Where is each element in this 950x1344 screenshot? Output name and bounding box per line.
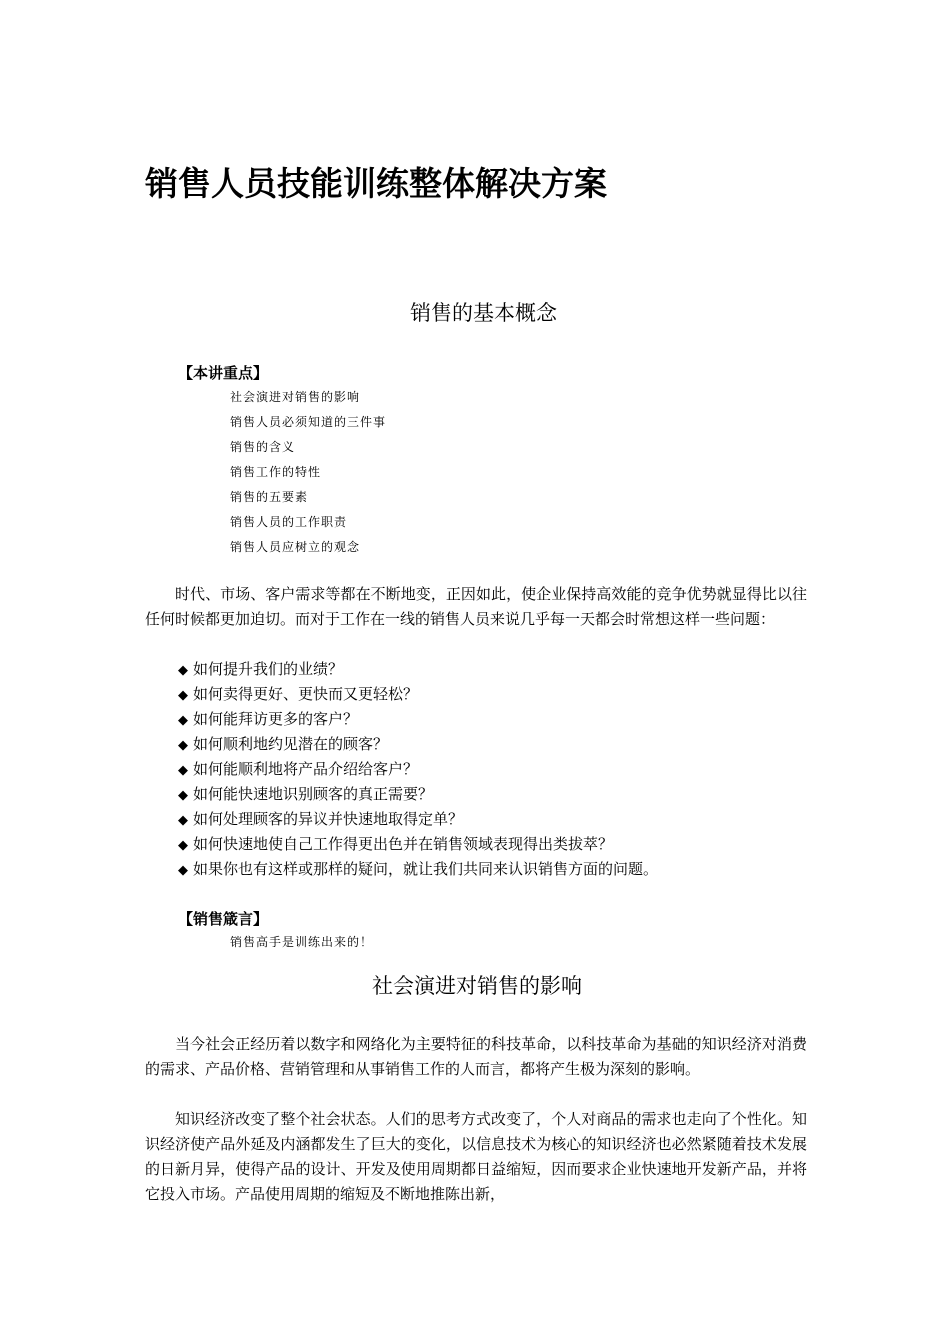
question-text: 如果你也有这样或那样的疑问，就让我们共同来认识销售方面的问题。	[193, 860, 659, 878]
question-item	[178, 757, 658, 782]
question-item	[178, 707, 658, 732]
document-title: 销售人员技能训练整体解决方案	[145, 164, 607, 203]
question-text: 如何快速地使自己工作得更出色并在销售领域表现得出类拔萃？	[193, 835, 614, 853]
question-item	[178, 657, 658, 682]
diamond-bullet-icon: ◆	[178, 663, 188, 678]
question-text: 如何提升我们的业绩？	[193, 660, 344, 678]
intro-paragraph: 时代、市场、客户需求等都在不断地变，正因如此，使企业保持高效能的竞争优势就显得比以往任何时候都更加迫切。而对于工作在一线的销售人员来说几乎每一天都会时常想这样一些问题：	[145, 585, 807, 628]
key-point-item: 销售的含义	[230, 440, 296, 454]
question-text: 如何顺利地约见潜在的顾客？	[193, 735, 389, 753]
diamond-bullet-icon: ◆	[178, 713, 188, 728]
key-point-item: 销售人员必须知道的三件事	[230, 415, 387, 429]
motto-text: 销售高手是训练出来的！	[230, 935, 374, 949]
key-point-item: 销售工作的特性	[230, 465, 322, 479]
question-text: 如何卖得更好、更快而又更轻松？	[193, 685, 419, 703]
key-point-item: 社会演进对销售的影响	[230, 390, 361, 404]
question-item	[178, 832, 658, 857]
key-points-list	[230, 385, 386, 560]
key-points-label: 【本讲重点】	[178, 364, 269, 382]
question-item	[178, 857, 658, 882]
body-paragraph: 当今社会正经历着以数字和网络化为主要特征的科技革命，以科技革命为基础的知识经济对消费的需求、产品价格、营销管理和从事销售工作的人而言，都将产生极为深刻的影响。	[145, 1035, 807, 1078]
question-item	[178, 682, 658, 707]
question-text: 如何能拜访更多的客户？	[193, 710, 359, 728]
diamond-bullet-icon: ◆	[178, 863, 188, 878]
question-item	[178, 732, 658, 757]
question-item	[178, 807, 658, 832]
section-heading-social-evolution: 社会演进对销售的影响	[372, 974, 582, 998]
question-item	[178, 782, 658, 807]
diamond-bullet-icon: ◆	[178, 763, 188, 778]
question-text: 如何能顺利地将产品介绍给客户？	[193, 760, 419, 778]
question-list	[178, 657, 658, 882]
diamond-bullet-icon: ◆	[178, 838, 188, 853]
body-paragraph: 知识经济改变了整个社会状态。人们的思考方式改变了，个人对商品的需求也走向了个性化。知识经济使产品外延及内涵都发生了巨大的变化，以信息技术为核心的知识经济也必然紧随着技术发展的日新月异，使得产品的设计、开发及使用周期都日益缩短，因而要求企业快速地开发新产品，并将它投入市场。产品使用周期的缩短及不断地推陈出新，	[145, 1110, 807, 1203]
key-point-item: 销售的五要素	[230, 490, 309, 504]
key-point-item: 销售人员的工作职责	[230, 515, 348, 529]
question-text: 如何能快速地识别顾客的真正需要？	[193, 785, 434, 803]
key-point-item: 销售人员应树立的观念	[230, 540, 361, 554]
diamond-bullet-icon: ◆	[178, 688, 188, 703]
section-heading-basic-concepts: 销售的基本概念	[410, 301, 557, 325]
question-text: 如何处理顾客的异议并快速地取得定单？	[193, 810, 464, 828]
diamond-bullet-icon: ◆	[178, 738, 188, 753]
diamond-bullet-icon: ◆	[178, 813, 188, 828]
motto-label: 【销售箴言】	[178, 910, 269, 928]
diamond-bullet-icon: ◆	[178, 788, 188, 803]
